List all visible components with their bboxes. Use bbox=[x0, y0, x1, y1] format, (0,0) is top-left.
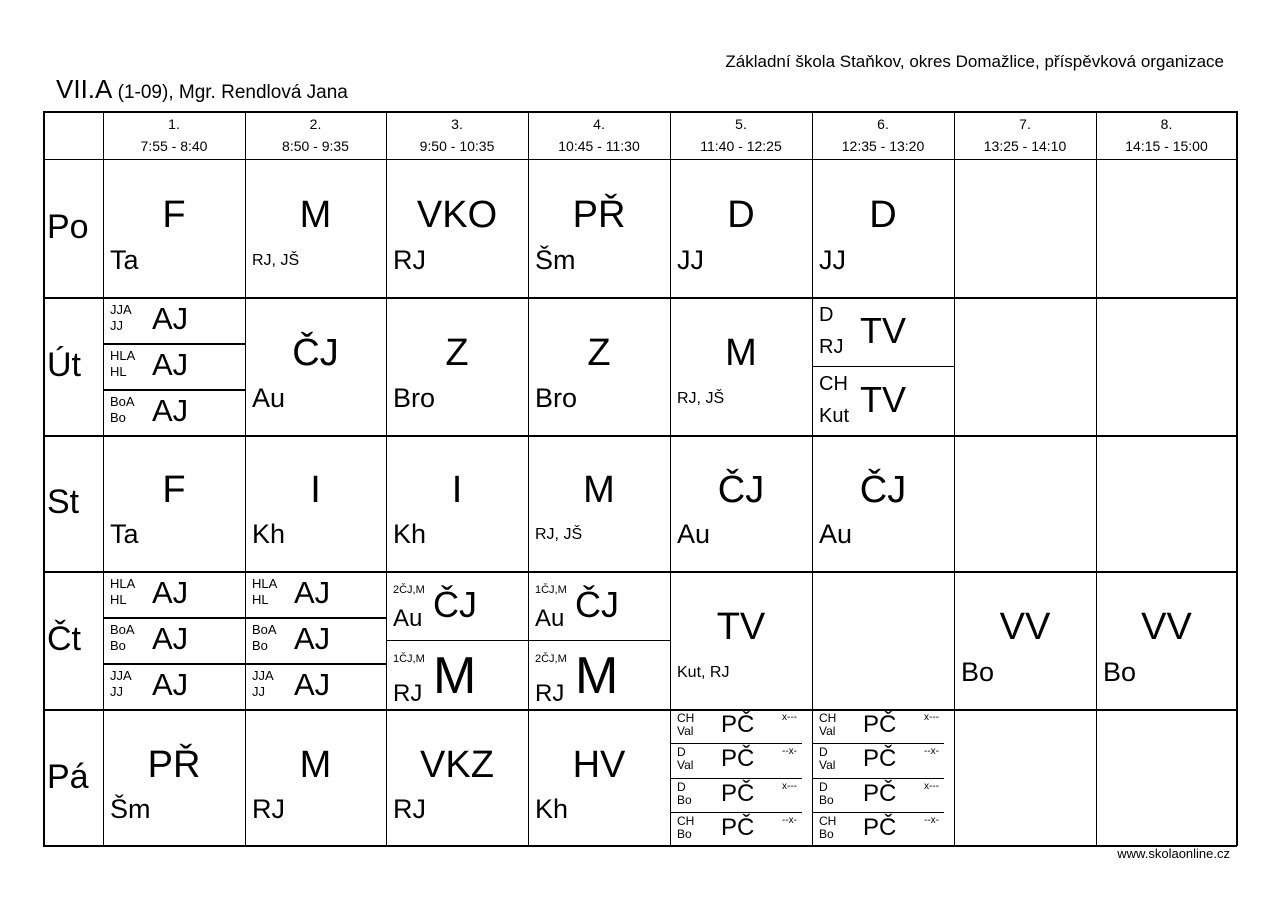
lesson-cell bbox=[812, 571, 954, 709]
group-teacher: JJ bbox=[252, 684, 265, 699]
group-teacher: HL bbox=[252, 592, 269, 607]
lesson-cell bbox=[1096, 297, 1237, 435]
subject: AJ bbox=[152, 575, 189, 610]
group-label: CH bbox=[819, 813, 837, 828]
teacher: Kh bbox=[393, 519, 427, 549]
lesson-cell bbox=[103, 571, 245, 709]
lesson-cell bbox=[954, 159, 1096, 297]
group-label: D bbox=[819, 745, 828, 760]
group-teacher: Bo bbox=[110, 410, 126, 425]
lesson-cell bbox=[812, 297, 954, 435]
group-teacher: Val bbox=[819, 758, 836, 773]
teacher: RJ bbox=[393, 245, 426, 275]
subject: ČJ bbox=[292, 332, 339, 374]
teacher: Au bbox=[677, 519, 711, 549]
group-teacher: JJ bbox=[110, 684, 123, 699]
grid-line bbox=[43, 297, 1237, 299]
lesson-cell bbox=[1096, 435, 1237, 571]
subject: F bbox=[162, 469, 186, 511]
day-name: Pá bbox=[47, 757, 89, 796]
group-label: JJA bbox=[252, 668, 274, 683]
grid-line bbox=[1236, 111, 1238, 846]
lesson-cell bbox=[670, 709, 812, 846]
teacher: Ta bbox=[110, 245, 139, 275]
sub-divider bbox=[670, 778, 802, 779]
teacher: Ta bbox=[110, 519, 139, 549]
subject: PČ bbox=[721, 779, 755, 807]
sub-divider bbox=[103, 617, 245, 619]
sub-divider bbox=[103, 663, 245, 665]
lesson-cell bbox=[103, 709, 245, 846]
lesson-cell bbox=[245, 159, 386, 297]
subject: M bbox=[725, 332, 757, 374]
group-teacher: RJ bbox=[393, 680, 423, 707]
teacher: RJ bbox=[252, 794, 285, 824]
group-label: HLA bbox=[252, 576, 278, 591]
day-label bbox=[43, 571, 103, 709]
grid-line bbox=[43, 111, 1237, 113]
subject: I bbox=[310, 469, 321, 511]
week-mark: --x- bbox=[782, 746, 797, 758]
subject: ČJ bbox=[859, 469, 907, 511]
group-label: BoA bbox=[252, 622, 277, 637]
lesson-cell bbox=[1096, 159, 1237, 297]
day-label bbox=[43, 297, 103, 435]
period-time: 7:55 - 8:40 bbox=[140, 138, 208, 154]
sub-divider bbox=[245, 617, 386, 619]
sub-divider bbox=[670, 743, 802, 744]
sub-divider bbox=[812, 778, 944, 779]
subject: M bbox=[299, 194, 332, 236]
subject: PČ bbox=[863, 745, 897, 773]
period-header bbox=[245, 111, 386, 159]
subject: PČ bbox=[863, 711, 897, 738]
grid-line bbox=[670, 111, 671, 846]
footer-link[interactable]: www.skolaonline.cz bbox=[1117, 846, 1230, 861]
lesson-cell bbox=[386, 571, 528, 709]
week-mark: --x- bbox=[924, 814, 939, 826]
lesson-cell bbox=[812, 435, 954, 571]
subject: AJ bbox=[294, 575, 331, 610]
day-name: Út bbox=[47, 346, 81, 384]
group-label: D bbox=[819, 779, 828, 794]
subject: VKO bbox=[416, 194, 498, 236]
subject: F bbox=[162, 194, 186, 236]
week-mark: --x- bbox=[782, 814, 797, 826]
grid-line bbox=[954, 111, 955, 846]
lesson-cell bbox=[528, 159, 670, 297]
teacher: Kut, RJ bbox=[677, 664, 730, 681]
subject: I bbox=[451, 469, 463, 511]
sub-divider bbox=[812, 743, 944, 744]
subject: AJ bbox=[152, 393, 189, 428]
subject: VV bbox=[999, 606, 1051, 648]
teacher: JJ bbox=[819, 245, 846, 275]
grid-line bbox=[43, 435, 1237, 437]
period-number: 3. bbox=[451, 116, 463, 132]
group-label: JJA bbox=[110, 668, 132, 683]
lesson-cell bbox=[670, 159, 812, 297]
subject: AJ bbox=[152, 621, 189, 656]
day-name: St bbox=[47, 483, 80, 521]
group-teacher: RJ bbox=[535, 680, 565, 707]
sub-divider bbox=[812, 812, 944, 813]
lesson-cell bbox=[245, 435, 386, 571]
period-number: 5. bbox=[735, 116, 747, 132]
sub-divider bbox=[812, 366, 954, 367]
period-time: 12:35 - 13:20 bbox=[841, 138, 925, 154]
class-teacher: (1-09), Mgr. Rendlová Jana bbox=[112, 82, 348, 103]
lesson-cell bbox=[386, 159, 528, 297]
lesson-cell bbox=[670, 435, 812, 571]
grid-line bbox=[43, 845, 1237, 847]
period-header bbox=[954, 111, 1096, 159]
sub-divider bbox=[386, 640, 528, 641]
teacher: Bro bbox=[535, 383, 578, 413]
week-mark: x--- bbox=[782, 780, 797, 792]
period-number: 7. bbox=[1019, 116, 1031, 132]
day-name: Čt bbox=[47, 620, 81, 658]
group-label: HLA bbox=[110, 348, 136, 363]
grid-line bbox=[43, 159, 1237, 160]
subject: AJ bbox=[152, 301, 189, 336]
teacher: Au bbox=[252, 383, 286, 413]
period-time: 11:40 - 12:25 bbox=[700, 138, 782, 154]
subject: M bbox=[575, 647, 619, 705]
group-label: D bbox=[819, 304, 834, 326]
subject: TV bbox=[716, 606, 766, 648]
period-number: 1. bbox=[168, 116, 180, 132]
period-time: 8:50 - 9:35 bbox=[282, 138, 349, 154]
lesson-cell bbox=[1096, 571, 1237, 709]
lesson-cell bbox=[528, 297, 670, 435]
lesson-cell bbox=[386, 435, 528, 571]
sub-divider bbox=[103, 343, 245, 345]
group-teacher: Bo bbox=[819, 792, 834, 807]
lesson-cell bbox=[103, 159, 245, 297]
group-teacher: Kut bbox=[819, 405, 850, 427]
group-teacher: Bo bbox=[677, 792, 692, 807]
lesson-cell bbox=[812, 159, 954, 297]
teacher: Kh bbox=[252, 519, 286, 549]
day-label bbox=[43, 709, 103, 846]
subject: VV bbox=[1141, 606, 1192, 648]
lesson-cell bbox=[954, 297, 1096, 435]
subject: AJ bbox=[152, 347, 189, 382]
subject: TV bbox=[860, 310, 907, 351]
lesson-cell bbox=[103, 297, 245, 435]
group-teacher: HL bbox=[110, 592, 127, 607]
group-teacher: Au bbox=[535, 605, 565, 632]
period-number: 4. bbox=[593, 116, 605, 132]
school-name: Základní škola Staňkov, okres Domažlice, příspěvková organizace bbox=[725, 52, 1224, 71]
lesson-cell bbox=[386, 709, 528, 846]
period-number: 6. bbox=[877, 116, 889, 132]
teacher: RJ, JŠ bbox=[252, 252, 300, 269]
subject: D bbox=[869, 194, 897, 236]
lesson-cell bbox=[245, 571, 386, 709]
subject: AJ bbox=[294, 621, 331, 656]
subject: PČ bbox=[721, 813, 755, 841]
grid-line bbox=[1096, 111, 1097, 846]
day-label bbox=[43, 435, 103, 571]
teacher: RJ, JŠ bbox=[535, 526, 583, 543]
grid-line bbox=[812, 111, 813, 846]
group-label: HLA bbox=[110, 576, 136, 591]
group-teacher: Bo bbox=[819, 826, 834, 841]
group-label: 2ČJ,M bbox=[535, 653, 567, 665]
subject: M bbox=[583, 469, 615, 511]
lesson-cell bbox=[670, 297, 812, 435]
subject: ČJ bbox=[717, 469, 765, 511]
group-teacher: Bo bbox=[252, 638, 268, 653]
subject: PČ bbox=[721, 745, 755, 773]
lesson-cell bbox=[103, 435, 245, 571]
subject: PŘ bbox=[147, 743, 201, 786]
lesson-cell bbox=[386, 297, 528, 435]
subject: M bbox=[433, 647, 477, 705]
lesson-cell bbox=[670, 571, 812, 709]
grid-line bbox=[43, 111, 45, 846]
subject: PŘ bbox=[572, 194, 626, 236]
group-teacher: Val bbox=[677, 758, 694, 773]
group-label: CH bbox=[677, 711, 695, 725]
group-label: JJA bbox=[110, 302, 132, 317]
period-time: 13:25 - 14:10 bbox=[983, 138, 1067, 154]
group-label: 1ČJ,M bbox=[393, 653, 425, 665]
grid-line bbox=[43, 709, 1237, 711]
lesson-cell bbox=[528, 709, 670, 846]
teacher: Šm bbox=[110, 794, 151, 824]
subject: HV bbox=[572, 743, 626, 786]
period-time: 14:15 - 15:00 bbox=[1125, 138, 1208, 154]
group-teacher: Bo bbox=[677, 826, 692, 841]
day-label bbox=[43, 159, 103, 297]
grid-line bbox=[245, 111, 246, 846]
grid-line bbox=[43, 571, 1237, 573]
group-label: 2ČJ,M bbox=[393, 584, 425, 596]
teacher: RJ bbox=[393, 794, 426, 824]
teacher: JJ bbox=[677, 245, 704, 275]
group-teacher: JJ bbox=[110, 318, 123, 333]
period-header bbox=[670, 111, 812, 159]
lesson-cell bbox=[812, 709, 954, 846]
group-label: D bbox=[677, 745, 686, 760]
subject: Z bbox=[445, 332, 469, 374]
grid-line bbox=[386, 111, 387, 846]
sub-divider bbox=[670, 812, 802, 813]
group-label: CH bbox=[819, 711, 837, 725]
subject: VKZ bbox=[420, 743, 494, 786]
lesson-cell bbox=[954, 709, 1096, 846]
lesson-cell bbox=[954, 435, 1096, 571]
lesson-cell bbox=[528, 571, 670, 709]
period-header bbox=[1096, 111, 1237, 159]
group-label: BoA bbox=[110, 622, 135, 637]
subject: PČ bbox=[863, 813, 897, 841]
subject: PČ bbox=[721, 711, 755, 738]
period-time: 10:45 - 11:30 bbox=[558, 138, 640, 154]
teacher: Kh bbox=[535, 794, 569, 824]
teacher: Au bbox=[819, 519, 853, 549]
day-name: Po bbox=[47, 208, 89, 246]
period-header bbox=[386, 111, 528, 159]
period-header bbox=[528, 111, 670, 159]
grid-line bbox=[103, 111, 104, 846]
teacher: Bo bbox=[1103, 657, 1137, 687]
subject: M bbox=[299, 743, 332, 786]
period-header bbox=[103, 111, 245, 159]
period-number: 2. bbox=[309, 116, 322, 132]
week-mark: x--- bbox=[782, 712, 797, 723]
group-teacher: Bo bbox=[110, 638, 126, 653]
teacher: Bo bbox=[961, 657, 995, 687]
group-label: CH bbox=[677, 813, 695, 828]
week-mark: x--- bbox=[924, 712, 939, 723]
group-teacher: Val bbox=[819, 724, 836, 738]
subject: AJ bbox=[294, 667, 331, 702]
group-label: D bbox=[677, 779, 686, 794]
group-label: CH bbox=[819, 373, 848, 395]
subject: TV bbox=[860, 379, 907, 420]
period-number: 8. bbox=[1160, 116, 1173, 132]
subject: PČ bbox=[863, 779, 897, 807]
week-mark: --x- bbox=[924, 746, 939, 758]
subject: D bbox=[727, 194, 755, 236]
teacher: Bro bbox=[393, 383, 436, 413]
lesson-cell bbox=[245, 297, 386, 435]
subject: ČJ bbox=[575, 584, 619, 625]
sub-divider bbox=[245, 663, 386, 665]
group-teacher: Au bbox=[393, 605, 423, 632]
sub-divider bbox=[103, 389, 245, 391]
group-label: BoA bbox=[110, 394, 135, 409]
group-label: 1ČJ,M bbox=[535, 584, 567, 596]
subject: AJ bbox=[152, 667, 189, 702]
subject: ČJ bbox=[433, 584, 477, 625]
period-header bbox=[812, 111, 954, 159]
teacher: Šm bbox=[535, 245, 576, 275]
lesson-cell bbox=[1096, 709, 1237, 846]
group-teacher: HL bbox=[110, 364, 127, 379]
subject: Z bbox=[587, 332, 611, 374]
period-time: 9:50 - 10:35 bbox=[419, 138, 495, 154]
lesson-cell bbox=[954, 571, 1096, 709]
class-name: VII.A bbox=[56, 74, 113, 104]
teacher: RJ, JŠ bbox=[677, 390, 725, 407]
lesson-cell bbox=[245, 709, 386, 846]
sub-divider bbox=[528, 640, 670, 641]
group-teacher: Val bbox=[677, 724, 694, 738]
group-teacher: RJ bbox=[819, 336, 844, 358]
lesson-cell bbox=[528, 435, 670, 571]
grid-line bbox=[528, 111, 529, 846]
week-mark: x--- bbox=[924, 780, 939, 792]
